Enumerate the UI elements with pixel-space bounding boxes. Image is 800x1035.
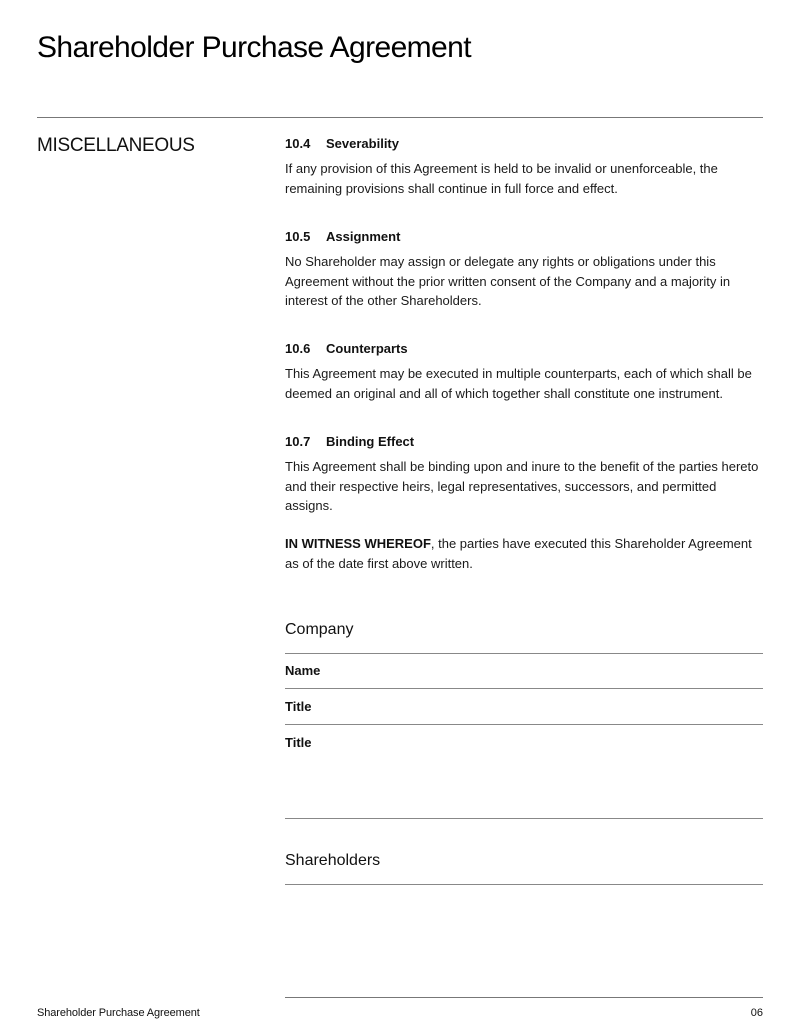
header-divider xyxy=(37,117,763,118)
clause-title: Severability xyxy=(326,136,399,151)
company-name-field-label: Name xyxy=(285,663,321,678)
company-title-line[interactable] xyxy=(285,724,763,725)
clause-title: Assignment xyxy=(326,229,401,244)
shareholders-signature-line[interactable] xyxy=(285,884,763,885)
clause-10-7 xyxy=(285,433,763,516)
clause-heading xyxy=(285,340,763,358)
witness-lead: IN WITNESS WHEREOF xyxy=(285,536,431,551)
clause-title: Binding Effect xyxy=(326,434,415,449)
company-block-end-line[interactable] xyxy=(285,818,763,819)
company-name-line[interactable] xyxy=(285,688,763,689)
company-signature-line[interactable] xyxy=(285,653,763,654)
clause-heading xyxy=(285,433,763,451)
clause-body: This Agreement shall be binding upon and inure to the benefit of the parties hereto and their respective heirs, legal representatives, successors, and permitted assigns. xyxy=(285,459,759,513)
company-title-field-label: Title xyxy=(285,699,312,714)
clause-number: 10.4 xyxy=(285,136,311,151)
clause-10-5 xyxy=(285,228,763,311)
document-title: Shareholder Purchase Agreement xyxy=(37,31,471,64)
witness-statement xyxy=(285,534,763,573)
footer-signature-line[interactable] xyxy=(285,997,763,998)
section-label: MISCELLANEOUS xyxy=(37,135,195,156)
witness-text: , the parties have executed this Shareholder Agreement as of the date first above written. xyxy=(285,536,752,571)
clause-title: Counterparts xyxy=(326,341,408,356)
shareholders-signature-heading: Shareholders xyxy=(285,852,381,869)
footer-document-title: Shareholder Purchase Agreement xyxy=(37,1007,200,1019)
clause-10-6 xyxy=(285,340,763,403)
clause-body: This Agreement may be executed in multiple counterparts, each of which shall be deemed an original and all of which together shall constitute one instrument. xyxy=(285,366,752,401)
clause-body: If any provision of this Agreement is held to be invalid or unenforceable, the remaining provisions shall continue in full force and effect. xyxy=(285,161,718,196)
clause-number: 10.6 xyxy=(285,341,311,356)
clause-heading xyxy=(285,135,763,153)
company-signature-heading: Company xyxy=(285,621,354,638)
clause-number: 10.5 xyxy=(285,229,311,244)
page-number: 06 xyxy=(750,1007,763,1019)
clause-number: 10.7 xyxy=(285,434,311,449)
clause-10-4 xyxy=(285,135,763,198)
clause-heading xyxy=(285,228,763,246)
company-title-field-label-2: Title xyxy=(285,735,312,750)
clause-body: No Shareholder may assign or delegate any rights or obligations under this Agreement without the prior written consent of the Company and a majority in interest of the other Shareholders. xyxy=(285,254,731,308)
